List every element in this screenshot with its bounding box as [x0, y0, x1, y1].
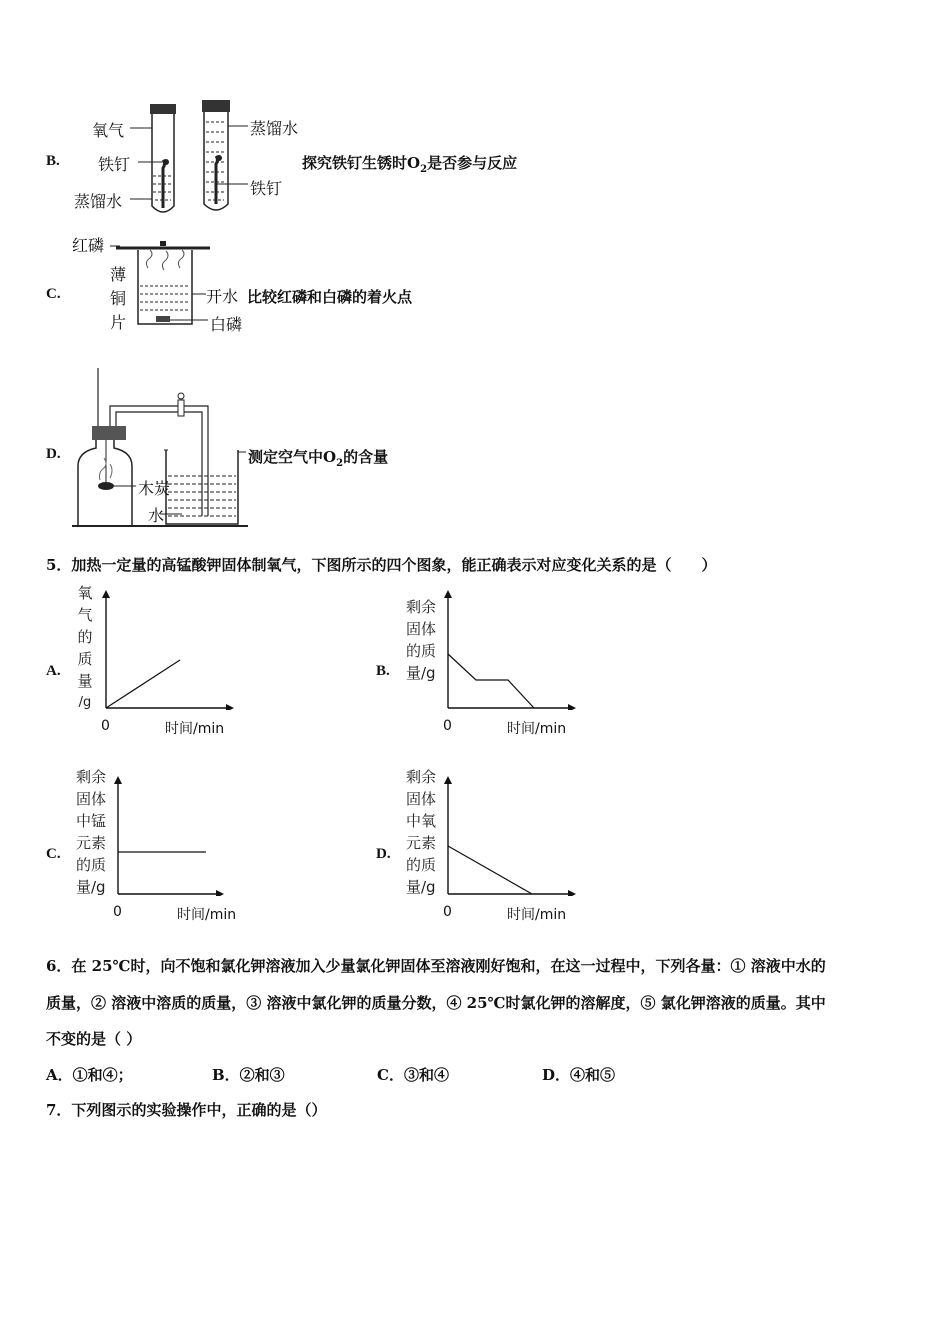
graph-d-origin: 0: [443, 904, 452, 920]
graph-c-origin: 0: [113, 904, 122, 920]
label-copper-1: 薄: [110, 265, 127, 284]
graph-c-letter: C.: [46, 846, 61, 862]
question-6-line-3: 不变的是（ ）: [46, 1030, 142, 1048]
graph-c-ylabel: 剩余 固体 中锰 元素 的质 量/g: [76, 768, 107, 896]
graph-b-ylabel: 剩余 固体 的质 量/g: [406, 598, 437, 682]
graph-b-origin: 0: [443, 718, 452, 734]
question-6-choice-a: A．①和④；: [46, 1066, 133, 1084]
question-6-line-1: 6．在 25℃时，向不饱和氯化钾溶液加入少量氯化钾固体至溶液刚好饱和，在这一过程中，下列各量：① 溶液中水的: [46, 957, 826, 975]
graph-d-line: [448, 846, 532, 894]
question-6-choice-c: C．③和④: [377, 1066, 449, 1084]
label-white-phosphorus: 白磷: [210, 315, 243, 334]
option-b-letter: B.: [46, 153, 60, 169]
label-water-right: 蒸馏水: [250, 119, 299, 138]
graph-c-xlabel: 时间/min: [177, 907, 237, 923]
label-oxygen: 氧气: [92, 121, 125, 140]
question-6-choice-d: D．④和⑤: [542, 1066, 616, 1084]
graph-b-letter: B.: [376, 663, 390, 679]
graph-a-plot: [96, 588, 236, 710]
clamp: [178, 400, 184, 416]
stopper-right: [202, 100, 230, 112]
graph-b-plot: [438, 588, 578, 710]
graph-a-letter: A.: [46, 663, 61, 679]
label-copper-3: 片: [110, 313, 127, 332]
question-5-stem: 5．加热一定量的高锰酸钾固体制氧气，下图所示的四个图象，能正确表示对应变化关系的是（ ）: [46, 556, 717, 574]
label-hot-water: 开水: [206, 287, 239, 306]
option-c-letter: C.: [46, 286, 61, 302]
charcoal-spoon: [98, 482, 114, 490]
iron-nail-right: [216, 156, 218, 204]
ignition-point-beaker-figure: [110, 238, 220, 333]
label-water-left: 蒸馏水: [74, 192, 123, 211]
graph-a-line: [106, 660, 180, 708]
graph-d-ylabel: 剩余 固体 中氧 元素 的质 量/g: [406, 768, 437, 896]
label-copper-2: 铜: [110, 289, 127, 308]
graph-a-ylabel: 氧 气 的 质 量 /g: [77, 584, 93, 710]
question-6-line-2: 质量，② 溶液中溶质的质量，③ 溶液中氯化钾的质量分数，④ 25℃时氯化钾的溶解度，⑤ 氯化钾溶液的质量。其中: [46, 994, 826, 1012]
iron-nail-left: [163, 160, 165, 208]
option-d-caption: 测定空气中$O_2$的含量: [248, 448, 389, 469]
label-water-d: 水: [148, 506, 165, 525]
graph-c-plot: [108, 774, 248, 896]
bottle-stopper: [92, 426, 126, 440]
label-charcoal: 木炭: [138, 479, 171, 498]
question-6-choice-b: B．②和③: [212, 1066, 285, 1084]
label-nail-right: 铁钉: [250, 179, 283, 198]
graph-b-xlabel: 时间/min: [507, 721, 567, 737]
graph-a-xlabel: 时间/min: [165, 721, 225, 737]
graph-d-plot: [438, 774, 578, 896]
graph-d-xlabel: 时间/min: [507, 907, 567, 923]
label-red-phosphorus: 红磷: [72, 236, 105, 255]
question-7-stem: 7．下列图示的实验操作中，正确的是（）: [46, 1101, 327, 1119]
graph-a-origin: 0: [101, 718, 110, 734]
label-nail-left: 铁钉: [98, 155, 131, 174]
option-d-letter: D.: [46, 446, 61, 462]
stopper-left: [150, 104, 176, 114]
option-c-caption: 比较红磷和白磷的着火点: [247, 288, 413, 306]
option-b-caption: 探究铁钉生锈时$O_2$是否参与反应: [302, 154, 518, 175]
white-phosphorus: [156, 316, 170, 322]
graph-d-letter: D.: [376, 846, 391, 862]
graph-b-line: [448, 654, 534, 708]
